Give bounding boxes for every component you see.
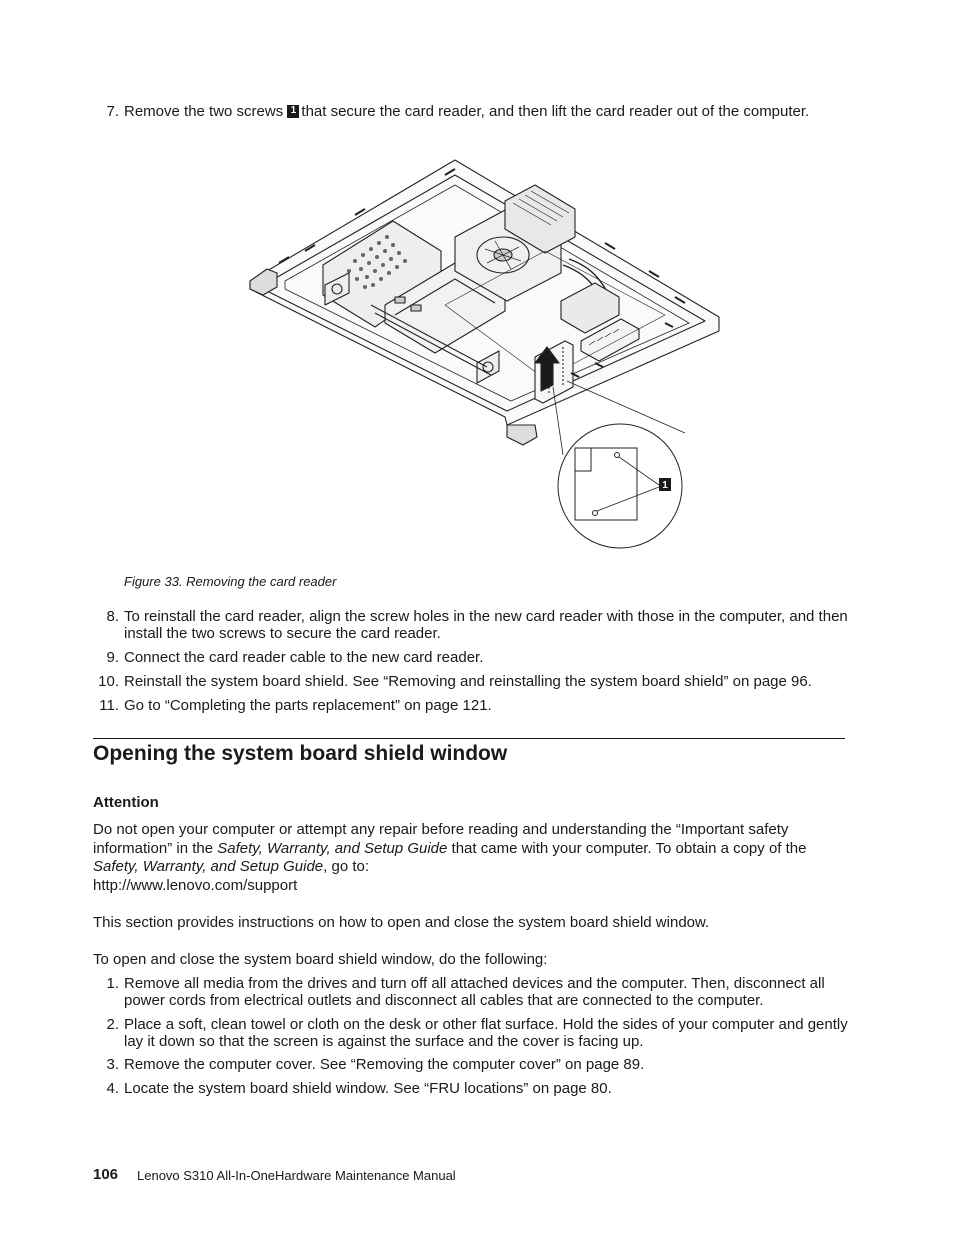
screw-icon (593, 511, 598, 516)
attention-text: Do not open your computer or attempt any repair before reading and understanding the “Important safety information” in the (93, 821, 789, 857)
attention-text: , go to: (323, 858, 370, 875)
card-reader-removal-illustration (245, 155, 725, 555)
step-text: Reinstall the system board shield. See “Removing and reinstalling the system board shield” on page 96. (124, 673, 812, 690)
lead-paragraph: To open and close the system board shield window, do the following: (93, 951, 548, 968)
attention-text: that came with your computer. To obtain a copy of the (447, 839, 807, 857)
step-number: 4. (106, 1080, 119, 1097)
step-text: Locate the system board shield window. See “FRU locations” on page 80. (124, 1080, 612, 1097)
step-number: 3. (106, 1056, 119, 1073)
section-divider (93, 738, 845, 739)
zoom-card-reader (575, 448, 637, 520)
step-number: 1. (106, 975, 119, 992)
front-stand (507, 425, 537, 445)
page-number: 106 (93, 1166, 119, 1183)
figure-callout-number: 1 (662, 480, 668, 491)
step-number: 7. (106, 103, 119, 120)
attention-paragraph (93, 821, 848, 877)
attention-label: Attention (93, 794, 159, 811)
guide-title: Safety, Warranty, and Setup Guide (93, 858, 324, 875)
screw-icon (615, 453, 620, 458)
step-number: 10. (98, 673, 119, 690)
step-text: Connect the card reader cable to the new card reader. (124, 649, 484, 666)
step-text: Remove all media from the drives and turn off all attached devices and the computer. Then, disconnect all power cords from electrical outlets and disconnect all cables that are connected to the computer. (124, 975, 825, 1009)
step-text: To reinstall the card reader, align the screw holes in the new card reader with those in the computer, and then install the two screws to secure the card reader. (124, 608, 848, 642)
step-text (124, 103, 848, 120)
step-text: Go to “Completing the parts replacement” on page 121. (124, 697, 492, 714)
intro-paragraph: This section provides instructions on how to open and close the system board shield window. (93, 914, 710, 931)
step-text-end: that secure the card reader, and then lift the card reader out of the computer. (301, 103, 810, 120)
guide-title: Safety, Warranty, and Setup Guide (217, 839, 448, 857)
section-title: Opening the system board shield window (93, 742, 508, 765)
step-text-start: Remove the two screws (124, 103, 284, 120)
figure-caption: Figure 33. Removing the card reader (124, 574, 337, 589)
footer-title: Lenovo S310 All-In-OneHardware Maintenance Manual (137, 1168, 456, 1183)
step-number: 8. (106, 608, 119, 625)
step-text: Place a soft, clean towel or cloth on the desk or other flat surface. Hold the sides of your computer and gently lay it down so that the screen is against the surface and the cover is facing up. (124, 1016, 848, 1050)
step-number: 11. (99, 697, 119, 714)
step-text: Remove the computer cover. See “Removing the computer cover” on page 89. (124, 1056, 645, 1073)
step-number: 2. (106, 1016, 119, 1033)
callout-badge: 1 (287, 105, 299, 118)
support-url[interactable]: http://www.lenovo.com/support (93, 877, 298, 894)
step-number: 9. (106, 649, 119, 666)
